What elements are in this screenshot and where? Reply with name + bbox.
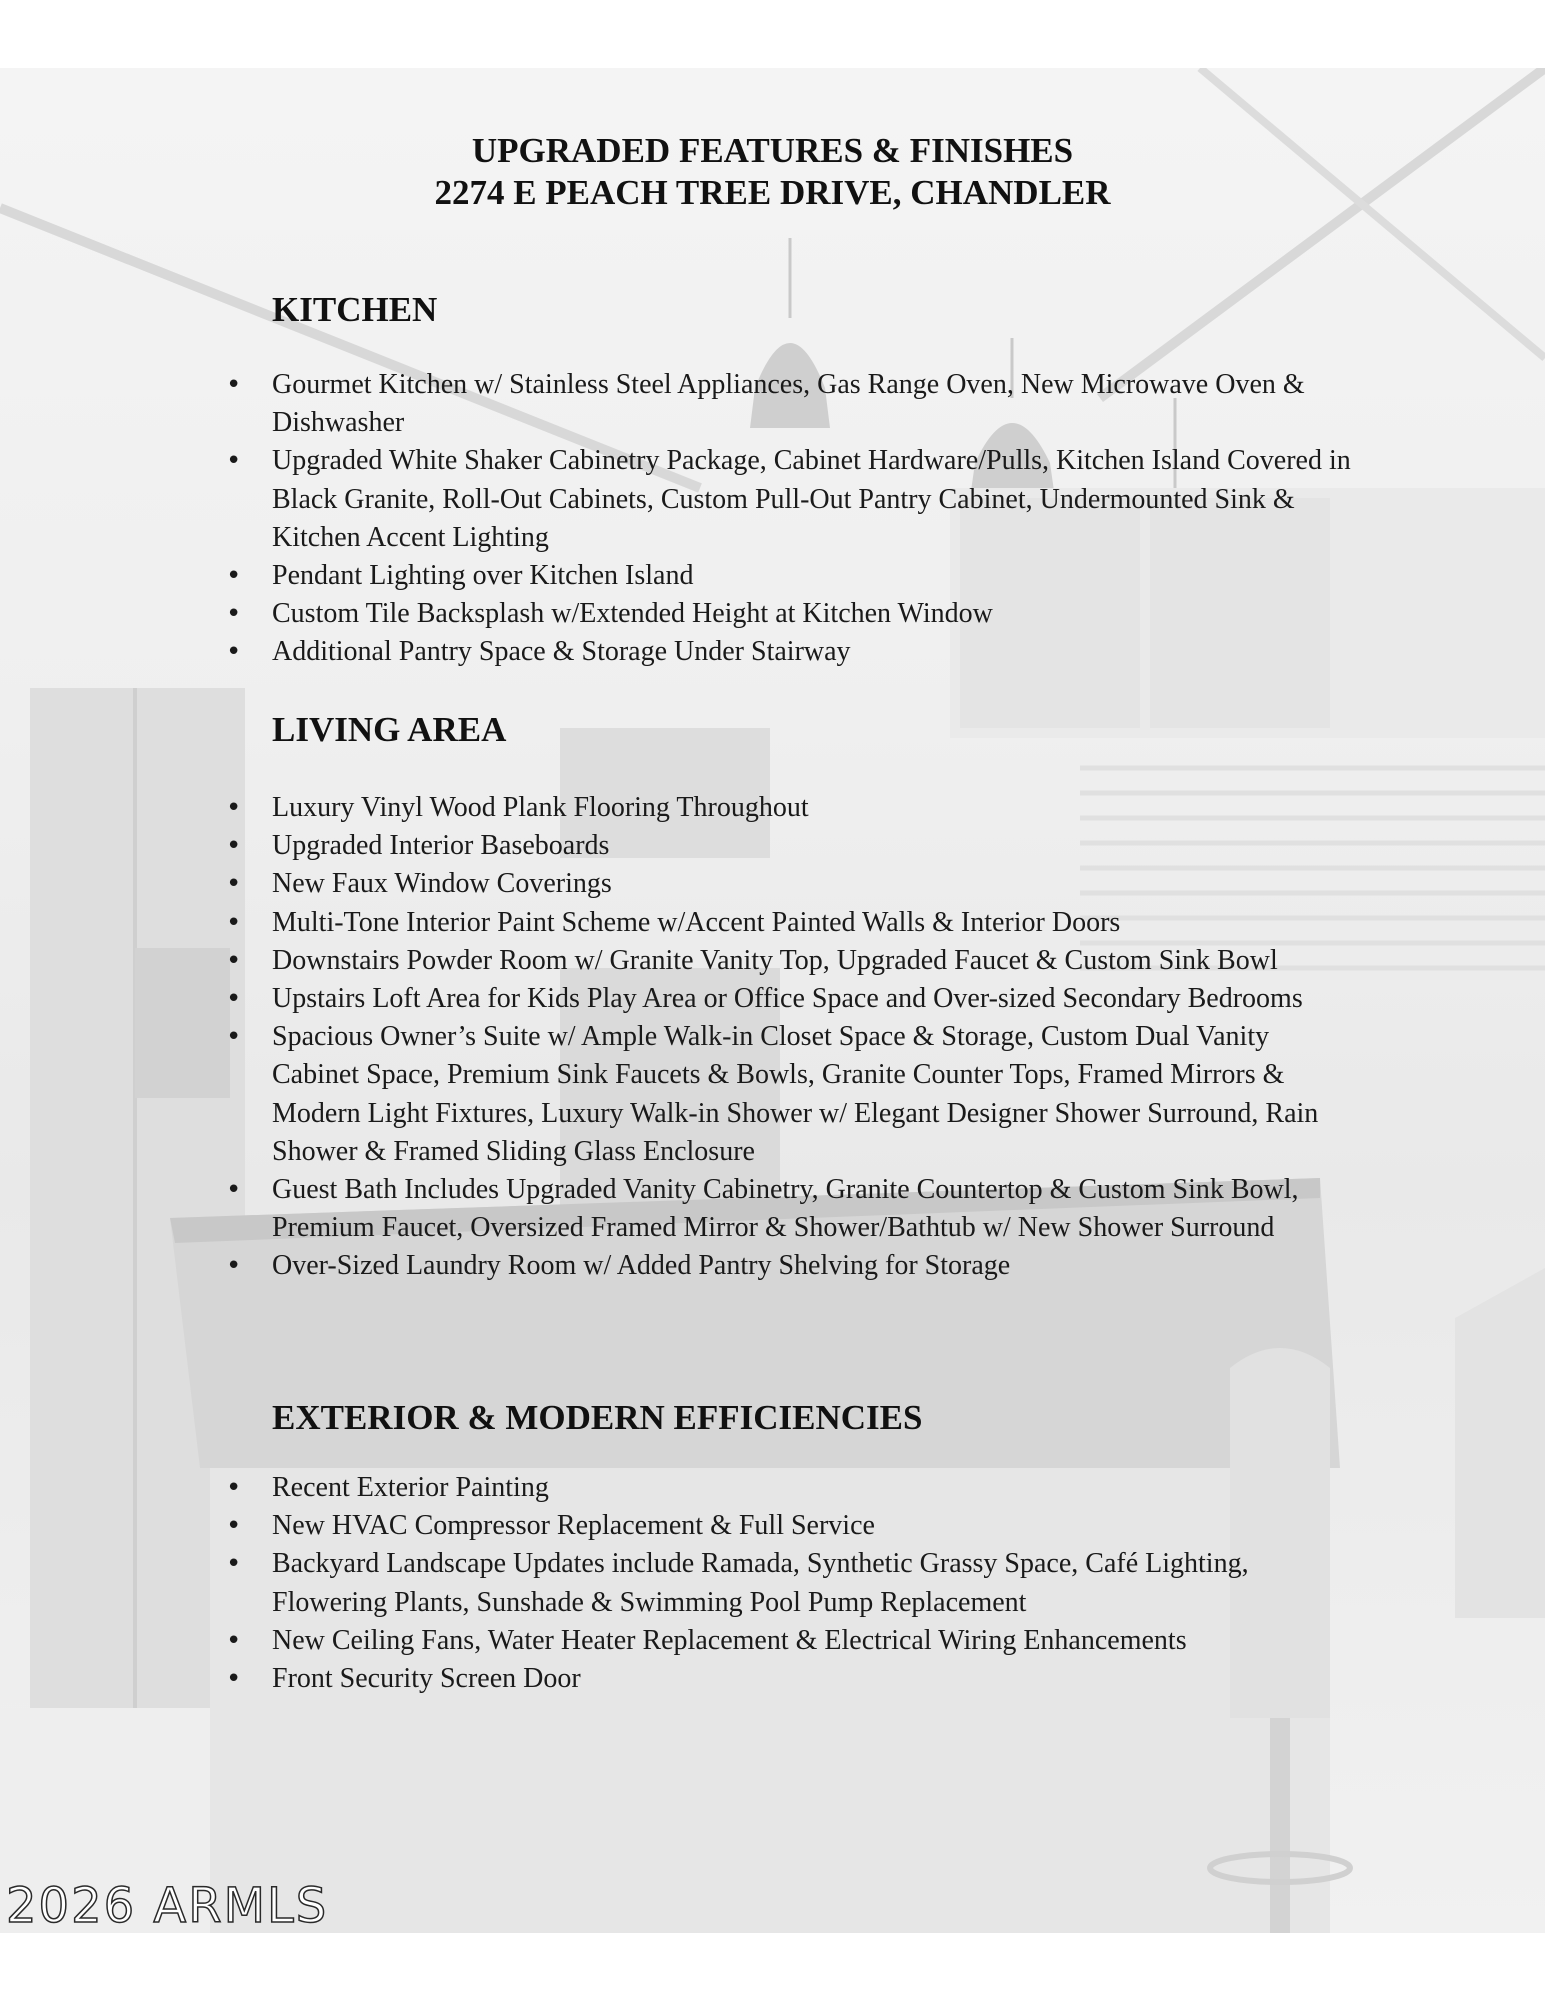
list-item: • New HVAC Compressor Replacement & Full Service [272, 1507, 1362, 1545]
kitchen-feature-list [272, 366, 1362, 672]
list-item: • Custom Tile Backsplash w/Extended Height at Kitchen Window [272, 595, 1362, 633]
section-heading-kitchen: KITCHEN [272, 290, 438, 329]
list-item: • Luxury Vinyl Wood Plank Flooring Throughout [272, 789, 1362, 827]
list-item: • Spacious Owner’s Suite w/ Ample Walk-in Closet Space & Storage, Custom Dual Vanity Cabinet Space, Premium Sink Faucets & Bowls, Granite Counter Tops, Framed Mirrors & Modern Light Fixtures, Luxury Walk-in Shower w/ Elegant Designer Shower Surround, Rain Shower & Framed Sliding Glass Enclosure [272, 1018, 1362, 1171]
list-item: • Recent Exterior Painting [272, 1469, 1362, 1507]
list-item: • New Faux Window Coverings [272, 865, 1362, 903]
list-item: • Upgraded Interior Baseboards [272, 827, 1362, 865]
list-item: • Multi-Tone Interior Paint Scheme w/Accent Painted Walls & Interior Doors [272, 904, 1362, 942]
list-item: • Backyard Landscape Updates include Ramada, Synthetic Grassy Space, Café Lighting, Flowering Plants, Sunshade & Swimming Pool Pump Replacement [272, 1545, 1362, 1621]
list-item: • Gourmet Kitchen w/ Stainless Steel Appliances, Gas Range Oven, New Microwave Oven & Dishwasher [272, 366, 1362, 442]
list-item: • Over-Sized Laundry Room w/ Added Pantry Shelving for Storage [272, 1247, 1362, 1285]
exterior-feature-list [272, 1469, 1362, 1698]
list-item: • Additional Pantry Space & Storage Under Stairway [272, 633, 1362, 671]
list-item: • Pendant Lighting over Kitchen Island [272, 557, 1362, 595]
list-item: • New Ceiling Fans, Water Heater Replacement & Electrical Wiring Enhancements [272, 1622, 1362, 1660]
list-item: • Front Security Screen Door [272, 1660, 1362, 1698]
title-line-1: UPGRADED FEATURES & FINISHES [471, 131, 1074, 170]
features-content [0, 68, 1545, 1933]
title-line-2: 2274 E PEACH TREE DRIVE, CHANDLER [434, 173, 1111, 212]
armls-watermark: 2026 ARMLS [6, 1878, 329, 1934]
section-heading-exterior: EXTERIOR & MODERN EFFICIENCIES [272, 1398, 923, 1437]
list-item: • Guest Bath Includes Upgraded Vanity Cabinetry, Granite Countertop & Custom Sink Bowl, Premium Faucet, Oversized Framed Mirror & Shower/Bathtub w/ New Shower Surround [272, 1171, 1362, 1247]
living-area-feature-list [272, 789, 1362, 1286]
list-item: • Upstairs Loft Area for Kids Play Area or Office Space and Over-sized Secondary Bedrooms [272, 980, 1362, 1018]
list-item: • Upgraded White Shaker Cabinetry Package, Cabinet Hardware/Pulls, Kitchen Island Covered in Black Granite, Roll-Out Cabinets, Custom Pull-Out Pantry Cabinet, Undermounted Sink & Kitchen Accent Lighting [272, 442, 1362, 557]
flyer-page [0, 68, 1545, 1933]
list-item: • Downstairs Powder Room w/ Granite Vanity Top, Upgraded Faucet & Custom Sink Bowl [272, 942, 1362, 980]
section-heading-living-area: LIVING AREA [272, 710, 507, 749]
